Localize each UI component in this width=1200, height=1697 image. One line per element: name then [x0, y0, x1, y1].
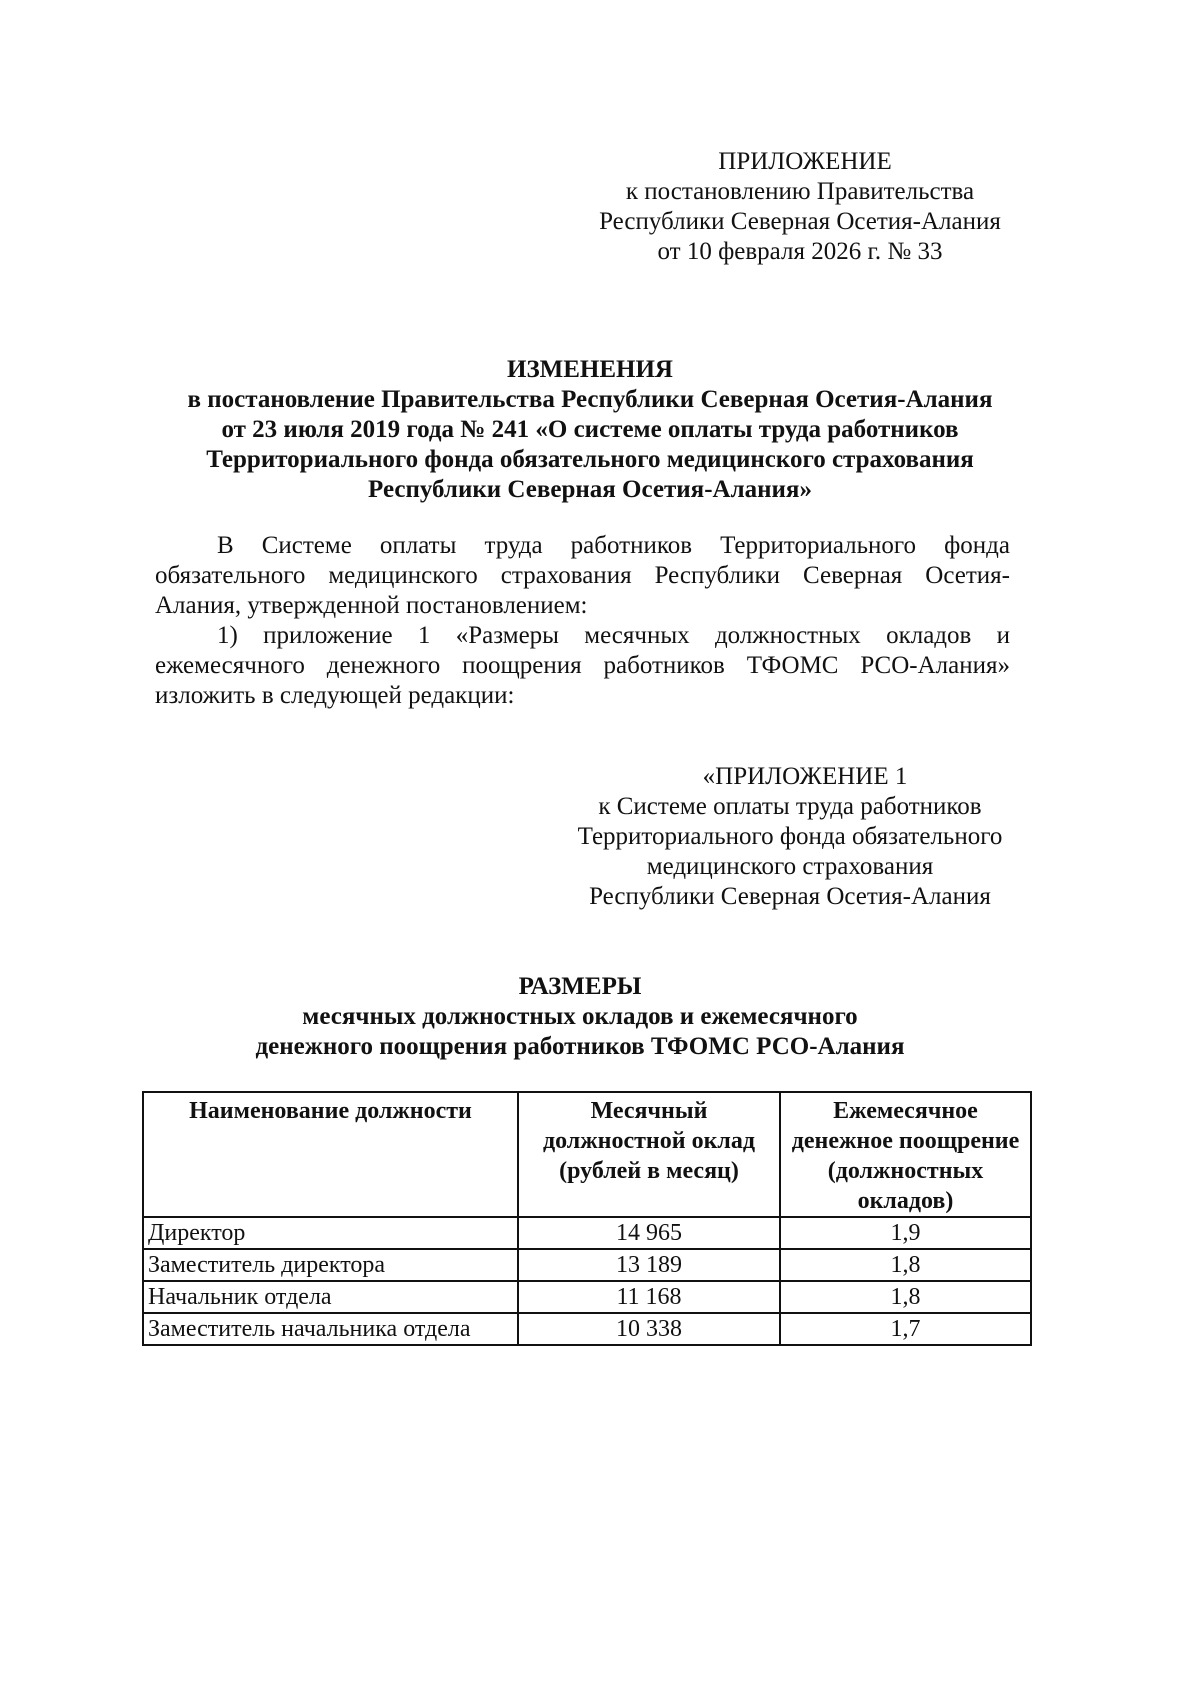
- appendix-title: ПРИЛОЖЕНИЕ: [718, 148, 892, 175]
- appendix1-line: Республики Северная Осетия-Алания: [589, 883, 991, 910]
- appendix1-header: [560, 762, 1020, 912]
- salary-table: [142, 1091, 1032, 1346]
- table-row: [143, 1313, 1031, 1345]
- table-title-line: месячных должностных окладов и ежемесячного: [302, 1003, 858, 1030]
- table-row: [143, 1281, 1031, 1313]
- table-row: [143, 1249, 1031, 1281]
- header-salary: Месячный должностной оклад (рублей в месяц): [518, 1092, 780, 1217]
- table-title-heading: РАЗМЕРЫ: [518, 973, 642, 1000]
- table-title-line: денежного поощрения работников ТФОМС РСО-Алания: [255, 1033, 905, 1060]
- cell-bonus: 1,9: [780, 1217, 1031, 1249]
- title-heading: ИЗМЕНЕНИЯ: [507, 356, 673, 383]
- body-text: [155, 531, 1010, 711]
- table-header-row: [143, 1092, 1031, 1217]
- cell-position: Заместитель начальника отдела: [143, 1313, 518, 1345]
- title-line: в постановление Правительства Республики Северная Осетия-Алания: [187, 386, 993, 413]
- appendix1-title: «ПРИЛОЖЕНИЕ 1: [702, 763, 908, 790]
- cell-salary: 10 338: [518, 1313, 780, 1345]
- paragraph-line: В Системе оплаты труда работников Территориального фонда: [217, 532, 1010, 559]
- header-position: Наименование должности: [143, 1092, 518, 1217]
- cell-position: Начальник отдела: [143, 1281, 518, 1313]
- title-line: Территориального фонда обязательного медицинского страхования: [206, 446, 974, 473]
- appendix-line: к постановлению Правительства: [625, 178, 975, 205]
- appendix-header: [560, 147, 1040, 267]
- appendix1-line: медицинского страхования: [646, 853, 934, 880]
- header-bonus: Ежемесячное денежное поощрение (должностных окладов): [780, 1092, 1031, 1217]
- paragraph-line: изложить в следующей редакции:: [155, 682, 515, 709]
- cell-position: Заместитель директора: [143, 1249, 518, 1281]
- title-line: от 23 июля 2019 года № 241 «О системе оплаты труда работников: [221, 416, 959, 443]
- paragraph-line: ежемесячного денежного поощрения работников ТФОМС РСО-Алания»: [155, 652, 1010, 679]
- appendix1-line: Территориального фонда обязательного: [577, 823, 1003, 850]
- cell-salary: 14 965: [518, 1217, 780, 1249]
- cell-position: Директор: [143, 1217, 518, 1249]
- appendix-line: Республики Северная Осетия-Алания: [599, 208, 1001, 235]
- cell-bonus: 1,7: [780, 1313, 1031, 1345]
- table-title: [130, 972, 1030, 1062]
- cell-salary: 13 189: [518, 1249, 780, 1281]
- appendix-line: от 10 февраля 2026 г. № 33: [657, 238, 943, 265]
- paragraph-line: Алания, утвержденной постановлением:: [155, 592, 588, 619]
- document-title: [100, 355, 1080, 505]
- table-row: [143, 1217, 1031, 1249]
- paragraph-line: обязательного медицинского страхования Республики Северная Осетия-: [155, 562, 1010, 589]
- cell-bonus: 1,8: [780, 1249, 1031, 1281]
- cell-salary: 11 168: [518, 1281, 780, 1313]
- cell-bonus: 1,8: [780, 1281, 1031, 1313]
- paragraph-line: 1) приложение 1 «Размеры месячных должностных окладов и: [217, 622, 1010, 649]
- title-line: Республики Северная Осетия-Алания»: [368, 476, 812, 503]
- appendix1-line: к Системе оплаты труда работников: [598, 793, 982, 820]
